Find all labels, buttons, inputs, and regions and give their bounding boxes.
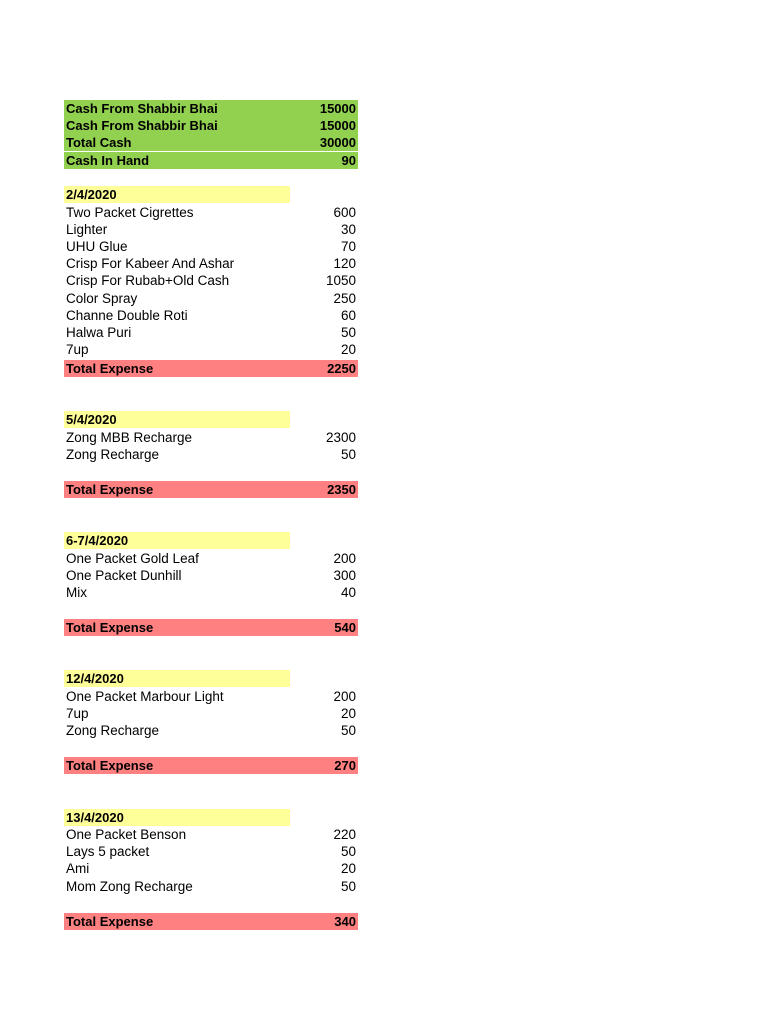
expense-row bbox=[64, 878, 358, 895]
expense-row bbox=[64, 204, 358, 221]
total-expense-row bbox=[64, 481, 358, 498]
expense-row-label: One Packet Benson bbox=[66, 827, 187, 842]
expense-row bbox=[64, 550, 358, 567]
expense-row-value: 20 bbox=[340, 342, 356, 358]
expense-row-value: 1050 bbox=[325, 273, 356, 289]
expense-row-value: 300 bbox=[333, 567, 356, 583]
total-expense-row-value: 540 bbox=[334, 619, 356, 635]
expense-row bbox=[64, 221, 358, 238]
summary-row bbox=[64, 134, 358, 151]
summary-row bbox=[64, 117, 358, 134]
section-date bbox=[64, 411, 290, 428]
expense-row-label: Mom Zong Recharge bbox=[66, 878, 193, 894]
expense-row bbox=[64, 290, 358, 307]
expense-row bbox=[64, 722, 358, 739]
expense-row-value: 220 bbox=[333, 827, 356, 842]
expense-row-label: Zong Recharge bbox=[66, 722, 160, 738]
summary-row bbox=[64, 152, 358, 169]
expense-row-label: Crisp For Kabeer And Ashar bbox=[66, 256, 235, 272]
expense-row-label: One Packet Gold Leaf bbox=[66, 550, 199, 566]
expense-row bbox=[64, 446, 358, 463]
summary-row-label: Cash In Hand bbox=[66, 152, 150, 168]
total-expense-row-label: Total Expense bbox=[66, 758, 154, 773]
summary-row bbox=[64, 100, 358, 117]
expense-row-label: One Packet Marbour Light bbox=[66, 688, 224, 704]
summary-row-value: 30000 bbox=[319, 135, 356, 151]
summary-row-value: 15000 bbox=[319, 101, 356, 116]
expense-row bbox=[64, 238, 358, 255]
section-date-label: 13/4/2020 bbox=[66, 809, 124, 825]
expense-row bbox=[64, 843, 358, 860]
section-date bbox=[64, 186, 290, 203]
summary-row-value: 15000 bbox=[319, 118, 356, 134]
summary-row-value: 90 bbox=[341, 152, 356, 168]
section-date bbox=[64, 670, 290, 687]
expense-row-label: Ami bbox=[66, 861, 90, 877]
expense-row-label: UHU Glue bbox=[66, 238, 128, 254]
expense-row bbox=[64, 584, 358, 601]
expense-row-value: 30 bbox=[340, 221, 356, 237]
expense-row-label: Lays 5 packet bbox=[66, 844, 150, 860]
expense-row-label: 7up bbox=[66, 705, 89, 721]
expense-row-label: Crisp For Rubab+Old Cash bbox=[66, 273, 230, 289]
expense-row-value: 50 bbox=[340, 844, 356, 860]
expense-row-value: 2300 bbox=[325, 429, 356, 445]
expense-row bbox=[64, 705, 358, 722]
total-expense-row-value: 340 bbox=[334, 913, 356, 929]
total-expense-row bbox=[64, 757, 358, 774]
expense-row-label: 7up bbox=[66, 342, 89, 358]
expense-row bbox=[64, 567, 358, 584]
total-expense-row-label: Total Expense bbox=[66, 481, 154, 497]
expense-row-value: 50 bbox=[340, 446, 356, 462]
total-expense-row bbox=[64, 913, 358, 930]
expense-row-label: Zong Recharge bbox=[66, 446, 160, 462]
total-expense-row-value: 2350 bbox=[327, 481, 356, 497]
expense-row bbox=[64, 341, 358, 358]
expense-row bbox=[64, 860, 358, 877]
expense-row bbox=[64, 307, 358, 324]
expense-row bbox=[64, 826, 358, 843]
total-expense-row-value: 270 bbox=[334, 758, 356, 773]
expense-row-value: 200 bbox=[333, 550, 356, 566]
expense-row-label: Color Spray bbox=[66, 290, 138, 306]
expense-row-value: 20 bbox=[340, 861, 356, 877]
expense-row bbox=[64, 429, 358, 446]
expense-row bbox=[64, 272, 358, 289]
total-expense-row-label: Total Expense bbox=[66, 619, 154, 635]
expense-row-value: 60 bbox=[340, 307, 356, 323]
expense-row-value: 250 bbox=[333, 290, 356, 306]
expense-row-value: 50 bbox=[340, 878, 356, 894]
total-expense-row-label: Total Expense bbox=[66, 913, 154, 929]
total-expense-row bbox=[64, 619, 358, 636]
section-date-label: 2/4/2020 bbox=[66, 187, 117, 202]
expense-row bbox=[64, 688, 358, 705]
total-expense-row-value: 2250 bbox=[327, 360, 356, 376]
summary-row-label: Cash From Shabbir Bhai bbox=[66, 118, 218, 134]
expense-row-value: 70 bbox=[340, 238, 356, 254]
expense-row-value: 50 bbox=[340, 324, 356, 340]
expense-row bbox=[64, 324, 358, 341]
expense-row-label: Mix bbox=[66, 584, 87, 600]
section-date-label: 12/4/2020 bbox=[66, 671, 124, 686]
summary-row-label: Cash From Shabbir Bhai bbox=[66, 101, 218, 116]
section-date bbox=[64, 532, 290, 549]
expense-row-label: Zong MBB Recharge bbox=[66, 429, 193, 445]
expense-row-label: Channe Double Roti bbox=[66, 307, 188, 323]
expense-row-value: 40 bbox=[340, 584, 356, 600]
expense-row-label: Lighter bbox=[66, 221, 108, 237]
expense-row-value: 20 bbox=[340, 705, 356, 721]
summary-row-label: Total Cash bbox=[66, 135, 132, 151]
expense-row-value: 200 bbox=[333, 688, 356, 704]
expense-row-value: 50 bbox=[340, 722, 356, 738]
section-date bbox=[64, 809, 290, 826]
expense-row-value: 120 bbox=[333, 256, 356, 272]
total-expense-row-label: Total Expense bbox=[66, 360, 154, 376]
section-date-label: 5/4/2020 bbox=[66, 412, 117, 427]
expense-row-label: Two Packet Cigrettes bbox=[66, 204, 194, 220]
total-expense-row bbox=[64, 360, 358, 377]
expense-row-value: 600 bbox=[333, 204, 356, 220]
expense-row-label: Halwa Puri bbox=[66, 324, 132, 340]
expense-row bbox=[64, 255, 358, 272]
expense-row-label: One Packet Dunhill bbox=[66, 567, 182, 583]
section-date-label: 6-7/4/2020 bbox=[66, 533, 129, 548]
